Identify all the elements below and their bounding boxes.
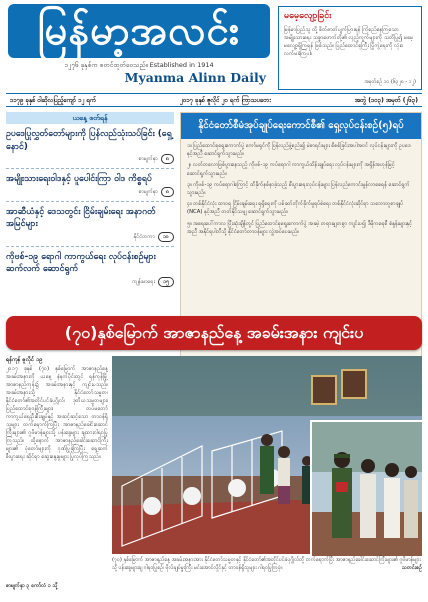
story-teaser[interactable] (6, 173, 174, 202)
story-section: စာမျက်နှာ (138, 156, 158, 162)
notice-text: မြန်မာပြည်သူ တို့ စိတ်ဓာတ်ပျက်ပြားရန် ကြံစည်နေကြသော အမျိုးသားရေး သစ္စာဖောက်တို့၏ လှည့်ကွက်များကို သတိပြု၍ မမေ့မလျော့ရှိကြရန် ဖြစ်သည်။ ပြည်ထောင်စုကြီး ပြိုကွဲရေးကို လုံးဝ လက်မခံကြပါ။ (284, 27, 414, 57)
photo-caption (112, 557, 422, 597)
story-title: ဥပဒေပြုလွှတ်တော်များကို ပြန်လည်သုံးသပ်ခြင်း (ရှေ့နောင်) (6, 129, 172, 152)
story-title: အမျိုးသားရေးဝါဒနှင့် ပူပေါင်းကြာ ဝါဒ ကိစ္စရပ် (6, 174, 152, 184)
story-title: ကိုဗစ်-၁၉ ရောဂါ ကာကွယ်ရေး လုပ်ငန်းစဉ်များ ဆက်လက် ဆောင်ရွက် (6, 251, 156, 274)
article-body: ၂၀၁၇ ခုနှစ် (၇၀) နှစ်မြောက် အာဇာနည်နေ့ အခမ်းအနားကို ယနေ့ နံနက်ပိုင်းတွင် ရန်ကုန်မြို့ အာဇာနည်ကုန်း၌ အခမ်းအနားနှင့် ကျင်းပသည်။ အခမ်းအနားသို့ နိုင်ငံတော်သမ္မတ၊ နိုင်ငံတော်၏အတိုင်ပင်ခံပုဂ္ဂိုလ်၊ ဒုတိယသမ္မတများ၊ ပြည်ထောင်စုဝန်ကြီးများ၊ တပ်မတော်ကာကွယ်ရေးဦးစီးချုပ်နှင့် အဆင့်ဆင့်သော တာဝန်ရှိသူများ တက်ရောက်ကြပြီး အာဇာနည်ခေါင်းဆောင်ကြီးများ၏ ဂူဗိမာန်များသို့ ပန်းခွေများ ချထားဂါရဝပြုကြသည်။ ထို့နောက် အာဇာနည်ခေါင်းဆောင်ကြီးများ၏ ပုံတော်များကို ဂုဏ်ပြုခဲ့ကြပြီး ရှေ့ဆက် စီးပွားရေး ဆိုင်ရာ ဆွေးနွေးမှုများ ပြုလုပ်ကြသည်။ (6, 366, 108, 460)
agenda-item: ၅။ အရေးပေါ်ကာလ ပြီးဆုံးချိန်တွင် ပြည်ထောင်စုရွေးကောက်ပွဲ အခမဲ့ တရားမျှတစွာ ကျင်းပ၍ ဒီမိုကရေစီ စံနှုန်းများနှင့်အညီ အနိုင်ရပါတီသို့ နိုင်ငံတော်တာဝန်များ လွှဲအပ်ပေးမည်။ (187, 220, 413, 235)
agenda-item: ၂။ လတ်တလောဖြစ်ပွားနေသည့် ကိုဗစ်-၁၉ ကပ်ရောဂါ ကာကွယ်ထိန်းချုပ်ရေး လုပ်ငန်းများကို အရှိန်အဟုန်မြင့် ဆောင်ရွက်သွားမည်။ (187, 162, 395, 177)
date-myanmar: ၁၁၇၉ ခုနှစ် ဝါဆိုလပြည့်ကျော် ၁၂ ရက် (10, 96, 96, 104)
story-page-number: ၁၅ (158, 277, 174, 287)
masthead-english-name: Myanma Alinn Daily (124, 70, 266, 85)
notice-title: မမေ့လျော့ခြင်း (284, 11, 332, 21)
issue-number: အတွဲ (၁၀၃) အမှတ် (၂၆၃) (354, 96, 418, 104)
agenda-item: ၃။ ကိုဗစ်-၁၉ ကပ်ရောဂါကြောင့် ထိခိုက်နစ်နာခဲ့သည့် စီးပွားရေးလုပ်ငန်းများ ပြန်လည်ကောင်းမွန်လာစေရန် ဆောင်ရွက်သွားမည်။ (187, 181, 410, 197)
lead-article (6, 356, 108, 590)
story-section: စာမျက်နှာ (138, 188, 158, 195)
story-teaser[interactable] (6, 206, 174, 247)
notice-footer: အမှတ်စဉ် ၁၀ (၆၃၂၈ - ၁၂) (364, 79, 416, 85)
agenda-item: ၄။ တစ်နိုင်ငံလုံး ထာဝရ ငြိမ်းချမ်းရေး ရရှိရေးကို ပစ်ခတ်တိုက်ခိုက်မှုရပ်စဲရေး တစ်နိုင်ငံလုံးဆိုင်ရာ သဘောတူစာချုပ် (NCA) နှင့်အညီ တတ်နိုင်သမျှ ဆောင်ရွက်သွားမည်။ (187, 201, 404, 216)
story-page-number: ၈ (161, 187, 174, 197)
article-dateline: ရန်ကုန် ဇူလိုင် ၁၉ (6, 357, 43, 363)
inset-photo (310, 420, 422, 556)
agenda-heading: နိုင်ငံတော်စီမံအုပ်ချုပ်ရေးကောင်စီ၏ ရှေ့လုပ်ငန်းစဉ်(၅)ရပ် (181, 113, 421, 139)
article-continued: စာမျက်နှာ ၃ ကော်လံ ၁ သို့ (6, 583, 58, 589)
main-headline: (၇၀)နှစ်မြောက် အာဇာနည်နေ့ အခမ်းအနား ကျင်းပ (6, 316, 422, 350)
caption-credit: သတင်းစဉ် (401, 564, 422, 571)
date-bar (6, 93, 422, 107)
today-label: ယနေ့ ဖတ်ရန် (6, 112, 174, 124)
story-page-number: ၁၀ (158, 232, 174, 242)
story-title: အာဆီယံနှင့် ဒေသတွင်း ငြိမ်းချမ်းရေး အနာဂတ် အမြင်များ (6, 206, 156, 229)
story-teaser[interactable] (6, 251, 174, 291)
caption-text: (၇၀) နှစ်မြောက် အာဇာနည်နေ့ အခမ်းအနားအား နိုင်ငံတော်သမ္မတနှင့် နိုင်ငံတော်၏အတိုင်ပင်ခံပုဂ္ဂိုလ်တို့ တက်ရောက်ပြီး အာဇာနည်ခေါင်းဆောင်ကြီးများ၏ ဂူဗိမာန်များသို့ ပန်းခွေများချ ဂါရဝပြုစဉ်၊ ဗိုလ်ချုပ်မှူးကြီး မင်းအောင်လှိုင်နှင့် တာဝန်ရှိသူများ ဂါရဝပြုကြပုံ။ (112, 557, 421, 571)
date-gregorian: ၂၀၁၇ ခုနှစ် ဇူလိုင် ၂၀ ရက် ကြာသပတေး (180, 96, 271, 104)
masthead (6, 4, 272, 90)
story-page-number: ၈ (161, 154, 174, 164)
masthead-subtitle: ၁၂၇၆ ခုနှစ်က စတင်ထုတ်ဝေသည်။ Established in 1914 (64, 61, 214, 69)
newspaper-title: မြန်မာ့အလင်း (8, 4, 270, 58)
inset-photo-illustration (312, 422, 422, 556)
notice-box (278, 6, 422, 90)
story-section: နိုင်ငံတကာ (133, 233, 155, 240)
agenda-item: ၁။ ပြည်ထောင်စုရွေးကောက်ပွဲ ကော်မရှင်ကို ပြန်လည်ဖွဲ့စည်း၍ မဲစာရင်းများ စိစစ်ခြင်းအပါအဝင် လုပ်ငန်းများကို ဥပဒေနှင့်အညီ ဆောင်ရွက်သွားမည်။ (187, 143, 411, 158)
story-section: ကျန်းမာရေး (132, 278, 155, 285)
story-teaser[interactable] (6, 128, 174, 169)
